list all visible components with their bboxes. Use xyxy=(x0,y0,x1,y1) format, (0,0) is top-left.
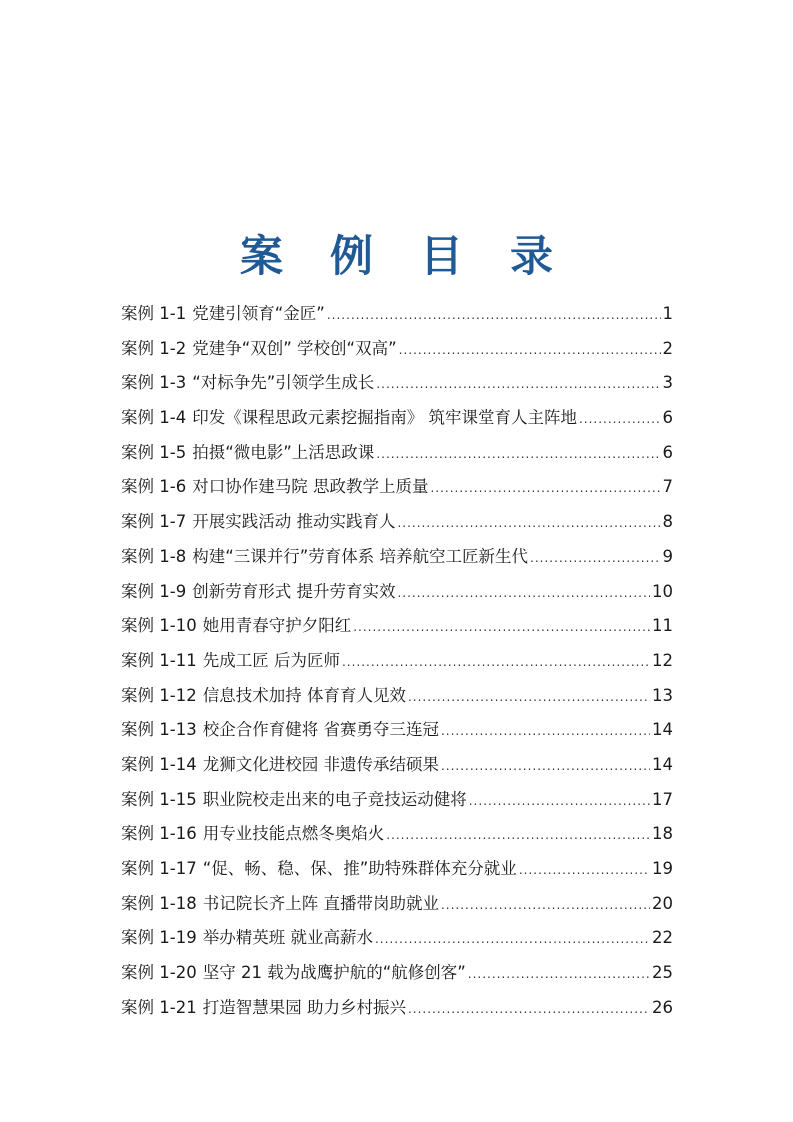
entry-page-number: 2 xyxy=(662,338,673,358)
dot-leader xyxy=(530,541,660,576)
entry-page-number: 12 xyxy=(652,650,673,670)
entry-title: 职业院校走出来的电子竞技运动健将 xyxy=(202,789,467,809)
dot-leader xyxy=(441,749,650,784)
entry-page-number: 19 xyxy=(652,859,673,878)
toc-entry[interactable] xyxy=(121,505,673,540)
entry-page-number: 22 xyxy=(652,928,673,948)
entry-page-number: 11 xyxy=(652,616,673,636)
page-title: 案 例 目 录 xyxy=(240,231,569,282)
entry-title: 先成工匠 后为匠师 xyxy=(202,650,340,670)
entry-page-number: 8 xyxy=(662,512,673,532)
entry-label: 案例 1-18 xyxy=(121,893,197,913)
entry-label: 案例 1-6 xyxy=(121,477,187,497)
entry-label: 案例 1-14 xyxy=(121,754,197,774)
entry-title: 信息技术加持 体育育人见效 xyxy=(202,685,406,705)
entry-title: 她用青春守护夕阳红 xyxy=(202,616,352,636)
entry-title: 用专业技能点燃冬奥焰火 xyxy=(202,824,385,844)
entry-page-number: 6 xyxy=(662,442,673,462)
dot-leader xyxy=(468,957,650,992)
entry-title: 对口协作建马院 思政教学上质量 xyxy=(192,477,429,497)
entry-title: 印发《课程思政元素挖掘指南》 筑牢课堂育人主阵地 xyxy=(192,408,577,428)
dot-leader xyxy=(376,437,660,472)
dot-leader xyxy=(375,922,650,957)
entry-title: 拍摄“微电影”上活思政课 xyxy=(192,442,375,462)
dot-leader xyxy=(353,610,650,645)
entry-title: 校企合作育健将 省赛勇夺三连冠 xyxy=(202,720,439,740)
toc-entry[interactable] xyxy=(121,748,673,783)
entry-label: 案例 1-15 xyxy=(121,789,197,809)
dot-leader xyxy=(397,576,650,611)
dot-leader xyxy=(441,714,650,749)
toc-entry[interactable] xyxy=(121,887,673,922)
entry-title: 创新劳育形式 提升劳育实效 xyxy=(192,581,396,601)
entry-title: 党建引领育“金匠” xyxy=(192,304,325,323)
toc-entry[interactable] xyxy=(121,332,673,367)
entry-label: 案例 1-5 xyxy=(121,442,187,462)
dot-leader xyxy=(399,333,661,368)
toc-entry[interactable] xyxy=(121,470,673,505)
toc-entry[interactable] xyxy=(121,575,673,610)
entry-page-number: 14 xyxy=(652,754,673,774)
entry-label: 案例 1-12 xyxy=(121,685,197,705)
entry-page-number: 14 xyxy=(652,720,673,740)
entry-label: 案例 1-7 xyxy=(121,512,187,532)
toc-entry[interactable] xyxy=(121,817,673,852)
entry-page-number: 17 xyxy=(652,789,673,809)
entry-page-number: 7 xyxy=(662,477,673,497)
dot-leader xyxy=(408,680,650,715)
entry-page-number: 26 xyxy=(652,997,673,1017)
dot-leader xyxy=(327,298,661,333)
entry-page-number: 20 xyxy=(652,893,673,913)
entry-label: 案例 1-13 xyxy=(121,720,197,740)
toc-entry[interactable] xyxy=(121,956,673,991)
entry-title: 党建争“双创” 学校创“双高” xyxy=(192,338,397,358)
entry-label: 案例 1-21 xyxy=(121,997,197,1017)
entry-label: 案例 1-9 xyxy=(121,581,187,601)
dot-leader xyxy=(519,853,650,888)
entry-label: 案例 1-11 xyxy=(121,650,197,670)
entry-page-number: 6 xyxy=(662,408,673,428)
toc-entry[interactable] xyxy=(121,366,673,401)
entry-label: 案例 1-17 xyxy=(121,859,197,878)
entry-label: 案例 1-10 xyxy=(121,616,197,636)
dot-leader xyxy=(441,888,650,923)
toc-entry[interactable] xyxy=(121,852,673,887)
entry-label: 案例 1-20 xyxy=(121,963,197,983)
entry-page-number: 10 xyxy=(652,581,673,601)
entry-label: 案例 1-16 xyxy=(121,824,197,844)
dot-leader xyxy=(397,506,660,541)
dot-leader xyxy=(386,818,650,853)
entry-title: 举办精英班 就业高薪水 xyxy=(202,928,373,948)
entry-title: 打造智慧果园 助力乡村振兴 xyxy=(202,997,406,1017)
toc-entry[interactable] xyxy=(121,609,673,644)
toc-entry[interactable] xyxy=(121,783,673,818)
entry-title: 坚守 21 载为战鹰护航的“航修创客” xyxy=(202,963,466,983)
entry-label: 案例 1-4 xyxy=(121,408,187,428)
toc-entry[interactable] xyxy=(121,713,673,748)
entry-title: 开展实践活动 推动实践育人 xyxy=(192,512,396,532)
toc-entry[interactable] xyxy=(121,436,673,471)
entry-page-number: 3 xyxy=(662,373,673,393)
dot-leader xyxy=(579,402,661,437)
entry-title: 龙狮文化进校园 非遗传承结硕果 xyxy=(202,754,439,774)
dot-leader xyxy=(469,784,650,819)
entry-title: “对标争先”引领学生成长 xyxy=(192,373,375,393)
entry-page-number: 1 xyxy=(662,304,673,323)
entry-page-number: 13 xyxy=(652,685,673,705)
toc-entry[interactable] xyxy=(121,401,673,436)
entry-label: 案例 1-8 xyxy=(121,546,187,566)
toc-entry[interactable] xyxy=(121,297,673,332)
toc-entry[interactable] xyxy=(121,644,673,679)
entry-label: 案例 1-2 xyxy=(121,338,187,358)
entry-title: 构建“三课并行”劳育体系 培养航空工匠新生代 xyxy=(192,546,529,566)
dot-leader xyxy=(430,471,660,506)
entry-title: “促、畅、稳、保、推”助特殊群体充分就业 xyxy=(202,859,517,878)
dot-leader xyxy=(408,992,650,1027)
toc-entry[interactable] xyxy=(121,540,673,575)
dot-leader xyxy=(342,645,650,680)
entry-page-number: 25 xyxy=(652,963,673,983)
toc-entry[interactable] xyxy=(121,679,673,714)
entry-page-number: 18 xyxy=(652,824,673,844)
entry-page-number: 9 xyxy=(662,546,673,566)
entry-label: 案例 1-3 xyxy=(121,373,187,393)
entry-label: 案例 1-19 xyxy=(121,928,197,948)
toc-entry[interactable] xyxy=(121,991,673,1026)
entry-title: 书记院长齐上阵 直播带岗助就业 xyxy=(202,893,439,913)
table-of-contents xyxy=(121,297,673,1025)
entry-label: 案例 1-1 xyxy=(121,304,187,323)
dot-leader xyxy=(376,367,660,402)
toc-entry[interactable] xyxy=(121,921,673,956)
